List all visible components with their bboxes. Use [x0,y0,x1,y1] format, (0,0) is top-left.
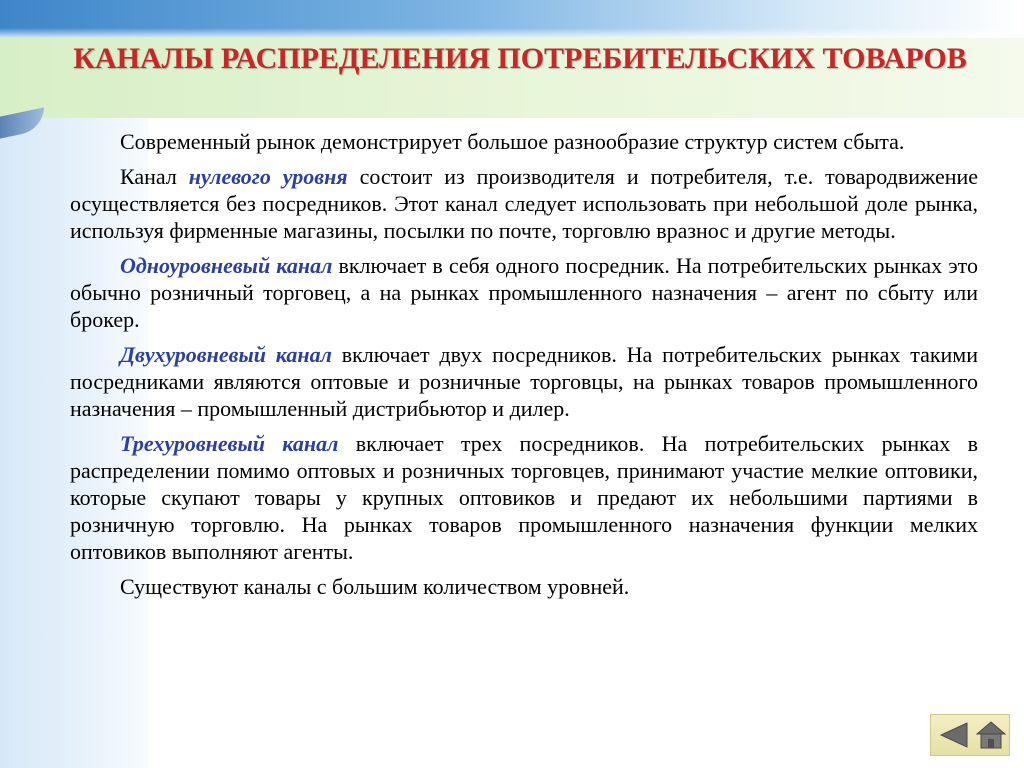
term-two-level: Двухуровневый канал [120,342,332,367]
paragraph-prefix: Канал [120,164,189,189]
paragraph-text: Существуют каналы с большим количеством уровней. [120,574,630,599]
home-icon [975,719,1007,751]
paragraph-conclusion [70,573,978,600]
top-decor-band [0,0,1024,38]
navigation-panel [930,714,1010,756]
slide-body [70,128,978,608]
paragraph-text: состоит из производителя и потребителя, т.е. товародвижение осуществляется без посредников. Этот канал следует использовать при небольшой доле рынка, используя фирменные магазины, посылки по почте, торговлю вразнос и другие методы. [70,164,979,243]
paragraph-text: включает двух посредников. На потребительских рынках такими посредниками являются оптовые и розничные торговцы, на рынках товаров промышленного назначения – промышленный дистрибьютор и дилер. [70,342,978,421]
paragraph-zero-level [70,163,978,244]
paragraph-intro [70,128,978,155]
term-three-level: Трехуровневый канал [120,431,339,456]
back-arrow-icon [937,721,969,749]
slide-title: КАНАЛЫ РАСПРЕДЕЛЕНИЯ ПОТРЕБИТЕЛЬСКИХ ТОВАРОВ [73,42,967,75]
paragraph-text: Современный рынок демонстрирует большое разнообразие структур систем сбыта. [120,129,905,154]
paragraph-three-level [70,430,978,565]
home-button[interactable] [975,719,1007,751]
term-zero-level: нулевого уровня [188,164,348,189]
paragraph-one-level [70,252,978,333]
term-one-level: Одноуровневый канал [120,253,333,278]
paragraph-text: включает в себя одного посредник. На потребительских рынках это обычно розничный торговец, а на рынках промышленного назначения – агент по сбыту или брокер. [70,253,978,332]
paragraph-two-level [70,341,978,422]
back-button[interactable] [937,721,969,749]
paragraph-text: включает трех посредников. На потребительских рынках в распределении помимо оптовых и розничных торговцев, принимают участие мелкие оптовики, которые скупают товары у крупных оптовиков и предают их небольшими партиями в розничную торговлю. На рынках товаров промышленного назначения функции мелких оптовиков выполняют агенты. [70,431,978,564]
